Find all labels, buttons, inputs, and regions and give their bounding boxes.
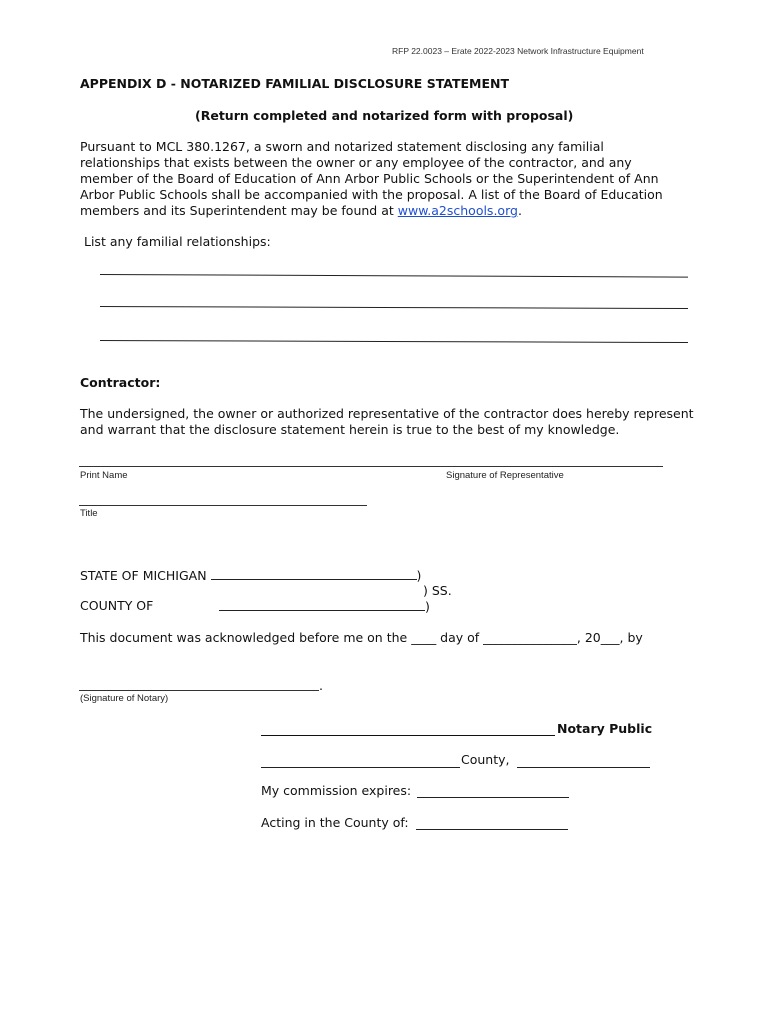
a2schools-link[interactable]: www.a2schools.org [397, 203, 518, 218]
notary-signature-period: . [319, 678, 323, 693]
commission-label: My commission expires: [261, 783, 412, 798]
contractor-statement: The undersigned, the owner or authorized representative of the contractor does hereby represent and warrant that the disclosure statement herein is true to the best of my knowledge. [80, 406, 694, 437]
relationship-line-1[interactable] [100, 274, 688, 278]
page-title: APPENDIX D - NOTARIZED FAMILIAL DISCLOSURE STATEMENT [80, 76, 509, 91]
state-paren: ) [416, 568, 422, 583]
intro-end: . [517, 203, 522, 218]
notary-signature-label: (Signature of Notary) [80, 693, 169, 704]
title-line[interactable] [79, 505, 367, 506]
intro-paragraph [80, 139, 680, 219]
ss-label: ) SS. [423, 583, 452, 598]
state-row [80, 567, 421, 583]
page-subtitle: (Return completed and notarized form with proposal) [195, 108, 574, 123]
county-blank[interactable] [219, 598, 425, 611]
notary-signature-line[interactable] [79, 690, 319, 691]
print-name-signature-line[interactable] [79, 466, 663, 467]
signature-label: Signature of Representative [446, 470, 564, 481]
title-label: Title [80, 508, 98, 519]
relationship-line-2[interactable] [100, 306, 688, 309]
county-row [80, 598, 153, 613]
contractor-heading: Contractor: [80, 375, 161, 390]
intro-text: Pursuant to MCL 380.1267, a sworn and notarized statement disclosing any familial relationships that exists between the owner or any employee of the contractor, and any member of the Board of Education of Ann Arbor Public Schools or the Superintendent of Ann Arbor Public Schools shall be accompanied with the proposal. A list of the Board of Education members and its Superintendent may be found at [80, 139, 663, 218]
relationship-line-3[interactable] [100, 340, 688, 343]
header-note: RFP 22.0023 – Erate 2022-2023 Network Infrastructure Equipment [392, 46, 644, 56]
county-extra-line[interactable] [517, 767, 650, 768]
county-name-line[interactable] [261, 767, 460, 768]
state-blank[interactable] [211, 567, 417, 580]
notary-public-label: Notary Public [557, 721, 653, 736]
county-paren: ) [425, 599, 430, 614]
acknowledgement-text: This document was acknowledged before me on the ____ day of _______________, 20___, by [80, 630, 643, 645]
print-name-label: Print Name [80, 470, 128, 481]
commission-line[interactable] [417, 797, 569, 798]
relationships-label: List any familial relationships: [84, 234, 271, 249]
county-label: COUNTY OF [80, 598, 154, 613]
county-blank-row [219, 598, 430, 614]
county-line-label: County, [461, 752, 510, 767]
state-label: STATE OF MICHIGAN [80, 568, 207, 583]
notary-public-line[interactable] [261, 735, 555, 736]
acting-county-line[interactable] [416, 829, 568, 830]
acting-county-label: Acting in the County of: [261, 815, 409, 830]
